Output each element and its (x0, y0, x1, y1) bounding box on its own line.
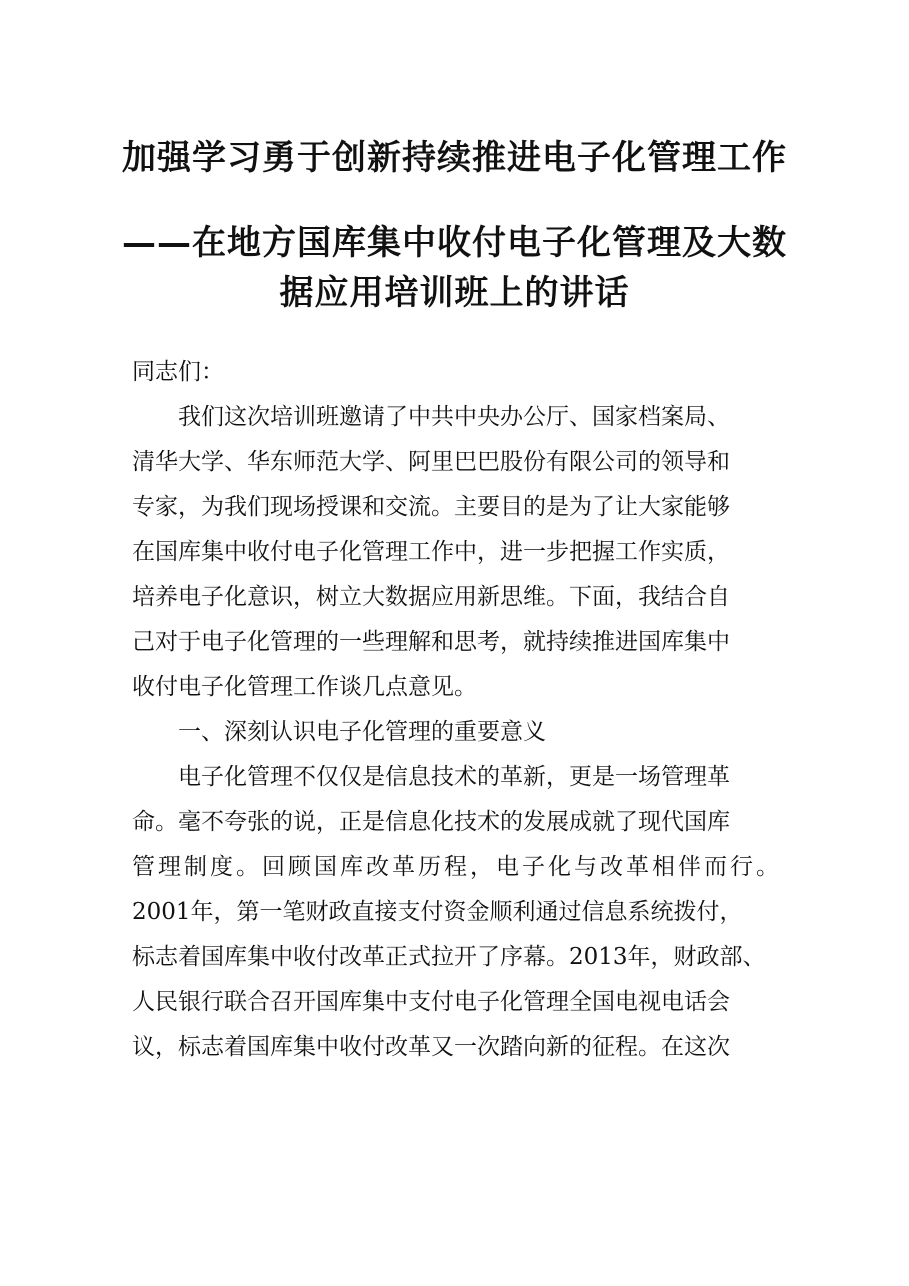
paragraph-line: 命。毫不夸张的说，正是信息化技术的发展成就了现代国库 (132, 809, 730, 835)
paragraph-intro (132, 395, 792, 710)
document-subtitle-line-2: 据应用培训班上的讲话 (279, 273, 630, 313)
paragraph-line: 人民银行联合召开国库集中支付电子化管理全国电视电话会 (132, 989, 730, 1015)
salutation: 同志们： (132, 359, 224, 385)
paragraph-line: 清华大学、华东师范大学、阿里巴巴股份有限公司的领导和 (132, 449, 730, 475)
paragraph-line: 议，标志着国库集中收付改革又一次踏向新的征程。在这次 (132, 1034, 730, 1060)
paragraph-line: 收付电子化管理工作谈几点意见。 (132, 674, 477, 700)
paragraph-line: 管理制度。回顾国库改革历程，电子化与改革相伴而行。 (132, 854, 782, 880)
section-heading-1: 一、深刻认识电子化管理的重要意义 (178, 719, 546, 745)
paragraph-section-1 (132, 755, 792, 1070)
document-subtitle-line-1: ——在地方国库集中收付电子化管理及大数 (122, 223, 787, 263)
document-title: 加强学习勇于创新持续推进电子化管理工作 (122, 138, 787, 178)
paragraph-line: 标志着国库集中收付改革正式拉开了序幕。2013年，财政部、 (132, 944, 766, 970)
paragraph-line: 培养电子化意识，树立大数据应用新思维。下面，我结合自 (132, 584, 730, 610)
paragraph-line: 2001年，第一笔财政直接支付资金顺利通过信息系统拨付， (132, 899, 743, 925)
paragraph-line: 我们这次培训班邀请了中共中央办公厅、国家档案局、 (178, 404, 730, 430)
paragraph-line: 电子化管理不仅仅是信息技术的革新，更是一场管理革 (178, 764, 730, 790)
paragraph-line: 专家，为我们现场授课和交流。主要目的是为了让大家能够 (132, 494, 730, 520)
paragraph-line: 在国库集中收付电子化管理工作中，进一步把握工作实质， (132, 539, 730, 565)
document-body (132, 350, 792, 1070)
paragraph-line: 己对于电子化管理的一些理解和思考，就持续推进国库集中 (132, 629, 730, 655)
